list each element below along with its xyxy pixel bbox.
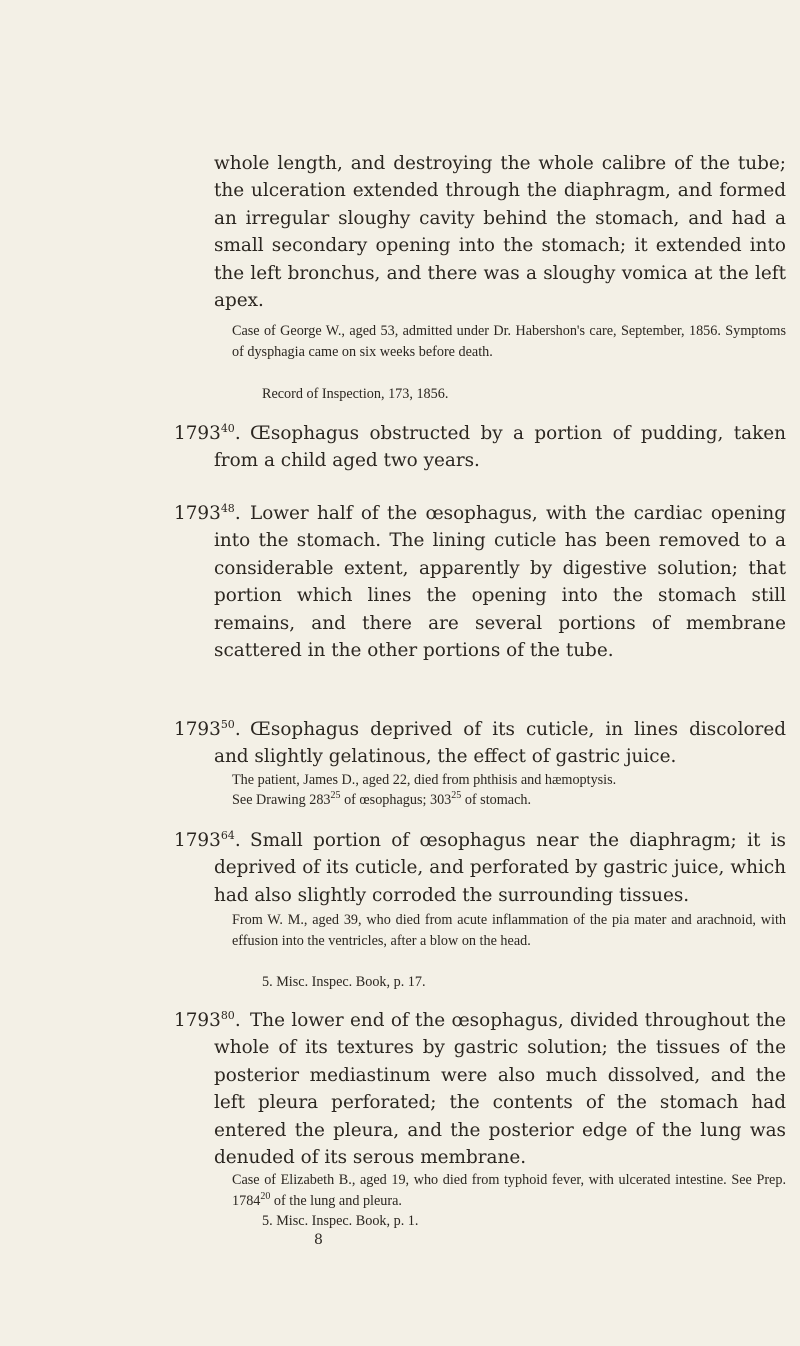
entry-note: See Drawing $283^{25}$ of œsophagus; $303^{25}$ of stomach. [232,790,532,808]
intro-record: Record of Inspection, 173, 1856. [262,386,449,402]
entry-number: 1793$^{48}$. [174,502,241,524]
entry-text: Lower half of the œsophagus, with the cardiac opening into the stomach. The lining cuticle has been removed to a considerable extent, apparently by digestive solution; that portion which lines the opening into the stomach still remains, and there are several portions of membrane scattered in the other portions of the tube. [214,503,786,662]
entry-note: From W. M., aged 39, who died from acute inflammation of the pia mater and arachnoid, with effusion into the ventricles, after a blow on the head. [232,912,786,949]
entry-number: 1793$^{64}$. [174,829,241,851]
entry-number: 1793$^{40}$. [174,422,241,444]
intro-case-note: Case of George W., aged 53, admitted under Dr. Habershon's care, September, 1856. Symptoms of dysphagia came on six weeks before death. [232,323,786,360]
entry-note: Case of Elizabeth B., aged 19, who died from typhoid fever, with ulcerated intestine. See Prep. 1784$^{20}$ of the lung and pleura. [232,1172,786,1209]
entry-record: 5. Misc. Inspec. Book, p. 17. [262,974,426,990]
entry-note: The patient, James D., aged 22, died from phthisis and hæmoptysis. [232,772,617,788]
page-signature: 8 [314,1232,323,1248]
entry-text: The lower end of the œsophagus, divided throughout the whole of its textures by gastric solution; the tissues of the posterior mediastinum were also much dissolved, and the left pleura perforated; the contents of the stomach had entered the pleura, and the posterior edge of the lung was denuded of its serous membrane. [214,1010,786,1169]
entry-number: 1793$^{50}$. [174,718,241,740]
entry-text: Œsophagus obstructed by a portion of pudding, taken from a child aged two years. [214,423,786,472]
entry-text: Small portion of œsophagus near the diaphragm; it is deprived of its cuticle, and perforated by gastric juice, which had also slightly corroded the surrounding tissues. [214,830,786,906]
intro-paragraph: whole length, and destroying the whole calibre of the tube; the ulceration extended through the diaphragm, and formed an irregular sloughy cavity behind the stomach, and had a small secondary opening into the stomach; it extended into the left bronchus, and there was a sloughy vomica at the left apex. [214,153,786,312]
entry-number: 1793$^{80}$. [174,1009,241,1031]
entry-text: Œsophagus deprived of its cuticle, in lines discolored and slightly gelatinous, the effect of gastric juice. [214,719,786,768]
entry-record: 5. Misc. Inspec. Book, p. 1. [262,1213,419,1229]
